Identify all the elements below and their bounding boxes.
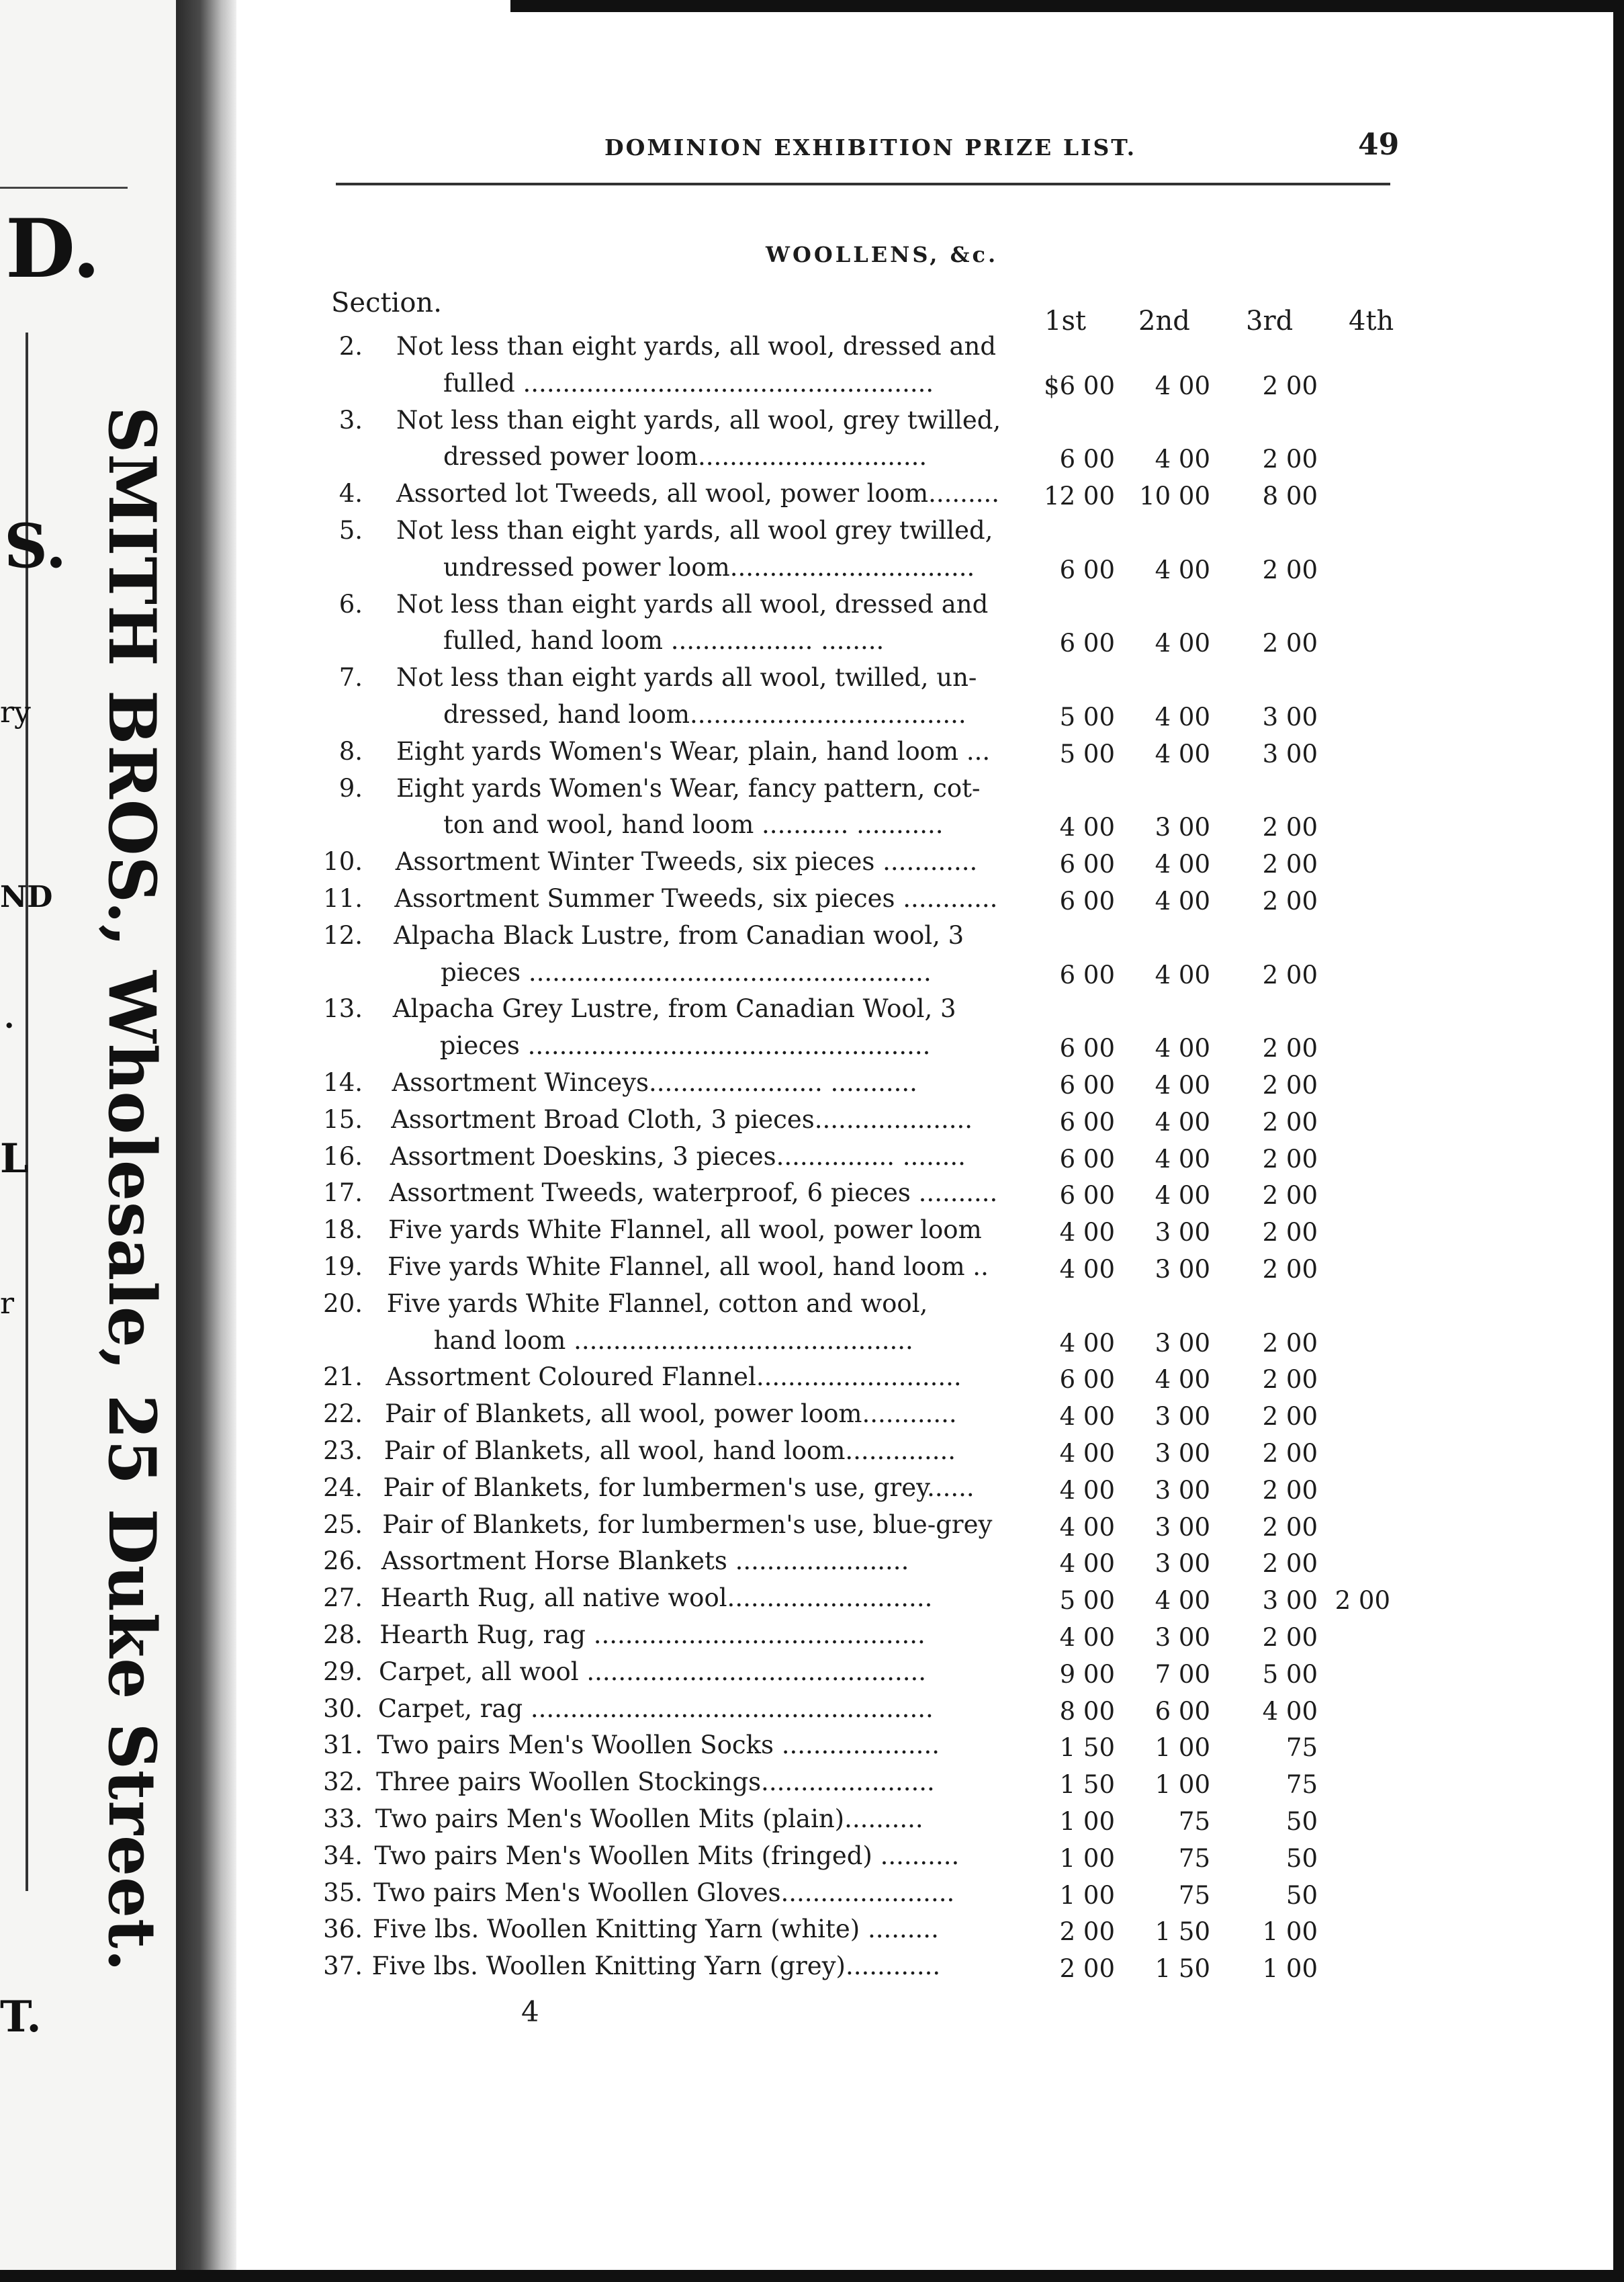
prize-amount-3rd: 2 00: [1262, 371, 1318, 400]
prize-amount-2nd: 4 00: [1155, 555, 1210, 584]
section-number: 12.: [323, 920, 363, 950]
entry-description: Five lbs. Woollen Knitting Yarn (white) .........: [372, 1915, 939, 1944]
section-number: 16.: [323, 1141, 363, 1171]
book-spine: [176, 0, 236, 2282]
section-number: 27.: [323, 1583, 363, 1613]
section-number: 29.: [323, 1657, 363, 1686]
entry-description: Hearth Rug, all native wool..........................: [380, 1583, 933, 1613]
prize-amount-3rd: 2 00: [1262, 629, 1318, 658]
entry-description: Pair of Blankets, for lumbermen's use, blue-grey: [382, 1509, 993, 1539]
prize-amount-3rd: 8 00: [1262, 482, 1318, 511]
prize-amount-1st: 6 00: [1059, 960, 1115, 990]
prize-amount-2nd: 4 00: [1155, 960, 1210, 990]
section-number: 19.: [323, 1252, 363, 1281]
prize-amount-2nd: 3 00: [1155, 1623, 1210, 1652]
prize-amount-1st: 6 00: [1059, 1365, 1115, 1395]
section-number: 3.: [339, 405, 363, 435]
section-number: 8.: [339, 736, 363, 766]
prize-amount-2nd: 75: [1178, 1807, 1210, 1836]
prize-amount-1st: 6 00: [1059, 1071, 1115, 1100]
prize-amount-1st: 1 00: [1059, 1843, 1115, 1873]
prize-amount-1st: 12 00: [1044, 482, 1115, 511]
entry-description: Five yards White Flannel, cotton and wool,: [386, 1288, 928, 1318]
prize-amount-3rd: 1 00: [1262, 1954, 1318, 1984]
prize-amount-1st: 1 00: [1059, 1880, 1115, 1910]
section-number: 15.: [323, 1104, 363, 1134]
entry-description-continued: dressed power loom.............................: [443, 442, 928, 472]
section-number: 17.: [323, 1178, 363, 1208]
prize-amount-3rd: 1 00: [1262, 1917, 1318, 1947]
entry-description: Eight yards Women's Wear, fancy pattern, cot-: [396, 773, 981, 803]
section-number: 30.: [323, 1694, 363, 1723]
prize-amount-3rd: 50: [1285, 1843, 1318, 1873]
prize-amount-2nd: 4 00: [1155, 702, 1210, 732]
ad-fragment-ry: ry: [0, 695, 31, 730]
prize-amount-2nd: 4 00: [1155, 1071, 1210, 1100]
prize-amount-2nd: 4 00: [1155, 1181, 1210, 1211]
page-number: 49: [1358, 128, 1400, 162]
entry-description: Assortment Summer Tweeds, six pieces ............: [394, 884, 998, 913]
prize-amount-1st: 6 00: [1059, 1144, 1115, 1174]
prize-amount-1st: 4 00: [1059, 1439, 1115, 1468]
prize-amount-3rd: 2 00: [1262, 555, 1318, 584]
section-number: 25.: [323, 1509, 363, 1539]
entry-description-continued: fulled ....................................................: [443, 368, 934, 398]
prize-amount-3rd: 2 00: [1262, 1144, 1318, 1174]
section-number: 26.: [323, 1546, 363, 1576]
prize-amount-2nd: 75: [1178, 1880, 1210, 1910]
entry-description: Assortment Horse Blankets ......................: [381, 1546, 909, 1576]
prize-amount-3rd: 2 00: [1262, 960, 1318, 990]
entry-description: Eight yards Women's Wear, plain, hand loom ...: [396, 736, 991, 766]
prize-amount-1st: 2 00: [1059, 1954, 1115, 1984]
prize-amount-2nd: 7 00: [1155, 1659, 1210, 1689]
section-number: 14.: [323, 1068, 363, 1097]
entry-description: Carpet, all wool ...........................................: [379, 1657, 927, 1686]
prize-amount-2nd: 75: [1178, 1843, 1210, 1873]
prize-amount-2nd: 4 00: [1155, 1107, 1210, 1137]
section-number: 4.: [339, 479, 363, 509]
prize-amount-3rd: 2 00: [1262, 887, 1318, 916]
section-number: 2.: [339, 332, 363, 361]
prize-amount-3rd: 2 00: [1262, 1071, 1318, 1100]
section-number: 21.: [323, 1362, 363, 1392]
entry-description: Assortment Tweeds, waterproof, 6 pieces ..........: [389, 1178, 998, 1208]
prize-amount-3rd: 75: [1285, 1770, 1318, 1800]
entry-description-continued: undressed power loom...............................: [443, 552, 975, 582]
entry-description: Five yards White Flannel, all wool, power loom: [388, 1215, 982, 1245]
header-rule: [336, 183, 1390, 185]
section-number: 34.: [323, 1841, 363, 1870]
prize-amount-3rd: 2 00: [1262, 1439, 1318, 1468]
prize-amount-1st: 6 00: [1059, 850, 1115, 879]
column-header-3rd: 3rd: [1246, 306, 1294, 337]
prize-amount-1st: 4 00: [1059, 1475, 1115, 1505]
ad-fragment-t: T.: [0, 1992, 42, 2042]
prize-amount-3rd: 2 00: [1262, 1218, 1318, 1247]
prize-amount-2nd: 3 00: [1155, 1328, 1210, 1358]
prize-amount-3rd: 2 00: [1262, 1034, 1318, 1063]
entry-description: Not less than eight yards all wool, dressed and: [396, 589, 989, 619]
prize-amount-1st: 5 00: [1059, 1586, 1115, 1616]
section-number: 11.: [323, 884, 363, 913]
prize-amount-1st: 6 00: [1059, 555, 1115, 584]
scan-edge-top: [510, 0, 1624, 12]
prize-amount-3rd: 2 00: [1262, 445, 1318, 474]
prize-amount-4th: 2 00: [1335, 1586, 1390, 1616]
prize-amount-3rd: 2 00: [1262, 813, 1318, 842]
prize-amount-2nd: 4 00: [1155, 445, 1210, 474]
entry-description: Two pairs Men's Woollen Mits (plain)..........: [375, 1804, 923, 1833]
prize-amount-3rd: 50: [1285, 1807, 1318, 1836]
prize-amount-1st: 1 50: [1059, 1770, 1115, 1800]
section-number: 32.: [323, 1767, 363, 1797]
prize-amount-2nd: 1 50: [1155, 1954, 1210, 1984]
entry-description: Not less than eight yards, all wool, grey twilled,: [396, 405, 1001, 435]
ad-fragment-l: L: [0, 1135, 29, 1182]
entry-description: Pair of Blankets, all wool, power loom............: [385, 1399, 957, 1429]
prize-amount-1st: 6 00: [1059, 445, 1115, 474]
section-number: 22.: [323, 1399, 363, 1429]
prize-amount-1st: 5 00: [1059, 739, 1115, 769]
section-number: 28.: [323, 1620, 363, 1649]
entry-description: Assortment Coloured Flannel..........................: [386, 1362, 962, 1392]
prize-amount-1st: 9 00: [1059, 1659, 1115, 1689]
entry-description: Assortment Winceys...................... ...........: [392, 1068, 917, 1097]
signature-mark: 4: [521, 1995, 539, 2028]
prize-amount-2nd: 4 00: [1155, 1144, 1210, 1174]
prize-amount-2nd: 1 50: [1155, 1917, 1210, 1947]
prize-amount-2nd: 4 00: [1155, 850, 1210, 879]
scan-edge-right: [1613, 0, 1624, 2282]
left-page-rule: [0, 187, 128, 189]
prize-amount-1st: 1 50: [1059, 1733, 1115, 1763]
section-number: 33.: [323, 1804, 363, 1833]
section-number: 35.: [323, 1878, 363, 1907]
entry-description: Pair of Blankets, all wool, hand loom..............: [384, 1436, 956, 1465]
prize-amount-1st: 4 00: [1059, 1512, 1115, 1542]
prize-amount-2nd: 4 00: [1155, 1034, 1210, 1063]
prize-amount-2nd: 4 00: [1155, 629, 1210, 658]
prize-amount-2nd: 10 00: [1139, 482, 1210, 511]
column-header-4th: 4th: [1349, 306, 1394, 337]
prize-amount-3rd: 2 00: [1262, 850, 1318, 879]
entry-description-continued: ton and wool, hand loom ........... ...........: [443, 810, 944, 840]
prize-amount-2nd: 4 00: [1155, 887, 1210, 916]
section-column-label: Section.: [331, 288, 442, 318]
prize-amount-1st: 4 00: [1059, 1328, 1115, 1358]
entry-description-continued: fulled, hand loom .................. ........: [443, 626, 885, 656]
entry-description-continued: dressed, hand loom...................................: [443, 699, 966, 729]
prize-amount-1st: 4 00: [1059, 1255, 1115, 1284]
prize-amount-1st: 6 00: [1059, 887, 1115, 916]
section-number: 13.: [323, 994, 363, 1024]
section-number: 6.: [339, 589, 363, 619]
entry-description: Alpacha Black Lustre, from Canadian wool, 3: [394, 920, 964, 950]
section-number: 31.: [323, 1730, 363, 1760]
prize-amount-3rd: 2 00: [1262, 1365, 1318, 1395]
section-number: 7.: [339, 663, 363, 693]
prize-amount-3rd: 4 00: [1262, 1696, 1318, 1726]
entry-description: Assortment Winter Tweeds, six pieces ............: [395, 847, 978, 877]
prize-amount-1st: 6 00: [1059, 1034, 1115, 1063]
prize-amount-1st: $6 00: [1044, 371, 1115, 400]
entry-description: Two pairs Men's Woollen Gloves......................: [373, 1878, 955, 1907]
prize-amount-2nd: 6 00: [1155, 1696, 1210, 1726]
prize-amount-1st: 6 00: [1059, 1107, 1115, 1137]
prize-amount-3rd: 50: [1285, 1880, 1318, 1910]
prize-amount-2nd: 4 00: [1155, 371, 1210, 400]
entry-description-continued: pieces ...................................................: [439, 1031, 931, 1061]
prize-amount-2nd: 4 00: [1155, 1586, 1210, 1616]
section-number: 10.: [323, 847, 363, 877]
prize-amount-3rd: 2 00: [1262, 1512, 1318, 1542]
entry-description: Three pairs Woollen Stockings......................: [376, 1767, 935, 1797]
section-number: 9.: [339, 773, 363, 803]
prize-amount-3rd: 3 00: [1262, 1586, 1318, 1616]
entry-description: Two pairs Men's Woollen Mits (fringed) ..........: [374, 1841, 960, 1870]
entry-description-continued: hand loom ...........................................: [433, 1325, 913, 1355]
prize-amount-2nd: 3 00: [1155, 1549, 1210, 1579]
prize-amount-3rd: 75: [1285, 1733, 1318, 1763]
section-number: 18.: [323, 1215, 363, 1245]
entry-description: Carpet, rag ...................................................: [377, 1694, 934, 1723]
entry-description: Not less than eight yards, all wool grey twilled,: [396, 516, 993, 545]
prize-amount-1st: 2 00: [1059, 1917, 1115, 1947]
prize-amount-1st: 5 00: [1059, 702, 1115, 732]
entry-description: Assortment Broad Cloth, 3 pieces....................: [391, 1104, 973, 1134]
prize-amount-2nd: 3 00: [1155, 1475, 1210, 1505]
prize-amount-3rd: 2 00: [1262, 1623, 1318, 1652]
prize-amount-1st: 8 00: [1059, 1696, 1115, 1726]
entry-description: Not less than eight yards all wool, twilled, un-: [396, 663, 977, 693]
prize-amount-1st: 6 00: [1059, 629, 1115, 658]
section-number: 23.: [323, 1436, 363, 1465]
ad-fragment-ornament: D.: [5, 202, 101, 296]
section-number: 5.: [339, 516, 363, 545]
prize-amount-2nd: 4 00: [1155, 739, 1210, 769]
prize-amount-3rd: 5 00: [1262, 1659, 1318, 1689]
entry-description: Hearth Rug, rag ..........................................: [379, 1620, 926, 1649]
prize-amount-2nd: 3 00: [1155, 1255, 1210, 1284]
section-title: WOOLLENS, &c.: [766, 242, 999, 267]
prize-amount-1st: 4 00: [1059, 1402, 1115, 1432]
entry-description: Assortment Doeskins, 3 pieces............... ........: [390, 1141, 966, 1171]
prize-amount-3rd: 3 00: [1262, 702, 1318, 732]
prize-amount-2nd: 3 00: [1155, 1512, 1210, 1542]
prize-amount-1st: 6 00: [1059, 1181, 1115, 1211]
prize-amount-1st: 1 00: [1059, 1807, 1115, 1836]
prize-amount-3rd: 2 00: [1262, 1402, 1318, 1432]
section-number: 24.: [323, 1473, 363, 1502]
entry-description: Assorted lot Tweeds, all wool, power loom.........: [396, 479, 999, 509]
prize-amount-3rd: 2 00: [1262, 1107, 1318, 1137]
entry-description: Five yards White Flannel, all wool, hand loom ..: [388, 1252, 989, 1281]
entry-description: Alpacha Grey Lustre, from Canadian Wool, 3: [392, 994, 956, 1024]
ad-fragment-nd: ND: [0, 880, 53, 914]
prize-amount-3rd: 2 00: [1262, 1328, 1318, 1358]
entry-description: Two pairs Men's Woollen Socks ....................: [377, 1730, 940, 1760]
running-header: DOMINION EXHIBITION PRIZE LIST.: [604, 134, 1137, 161]
entry-description: Not less than eight yards, all wool, dressed and: [396, 332, 997, 361]
prize-amount-2nd: 3 00: [1155, 813, 1210, 842]
entry-description-continued: pieces ...................................................: [441, 957, 932, 987]
prize-amount-3rd: 2 00: [1262, 1475, 1318, 1505]
prize-amount-3rd: 2 00: [1262, 1181, 1318, 1211]
entry-description: Pair of Blankets, for lumbermen's use, grey......: [383, 1473, 975, 1502]
ad-vertical-text: SMITH BROS., Wholesale, 25 Duke Street.: [94, 406, 170, 1972]
prize-amount-3rd: 2 00: [1262, 1255, 1318, 1284]
ad-fragment-s: S.: [4, 511, 67, 582]
prize-amount-1st: 4 00: [1059, 1218, 1115, 1247]
ad-fragment-r: r: [0, 1286, 15, 1321]
prize-amount-3rd: 2 00: [1262, 1549, 1318, 1579]
section-number: 36.: [323, 1915, 363, 1944]
entry-description: Five lbs. Woollen Knitting Yarn (grey)............: [371, 1951, 941, 1981]
prize-amount-1st: 4 00: [1059, 813, 1115, 842]
column-header-1st: 1st: [1044, 306, 1087, 337]
prize-amount-2nd: 1 00: [1155, 1733, 1210, 1763]
prize-amount-2nd: 3 00: [1155, 1218, 1210, 1247]
section-number: 20.: [323, 1288, 363, 1318]
prize-amount-2nd: 3 00: [1155, 1439, 1210, 1468]
ad-fragment-dot: .: [4, 1001, 15, 1035]
prize-amount-1st: 4 00: [1059, 1549, 1115, 1579]
prize-amount-2nd: 1 00: [1155, 1770, 1210, 1800]
column-header-2nd: 2nd: [1138, 306, 1190, 337]
section-number: 37.: [323, 1951, 363, 1981]
prize-amount-2nd: 4 00: [1155, 1365, 1210, 1395]
prize-amount-1st: 4 00: [1059, 1623, 1115, 1652]
scan-edge-bottom: [0, 2270, 1624, 2282]
prize-amount-2nd: 3 00: [1155, 1402, 1210, 1432]
prize-amount-3rd: 3 00: [1262, 739, 1318, 769]
